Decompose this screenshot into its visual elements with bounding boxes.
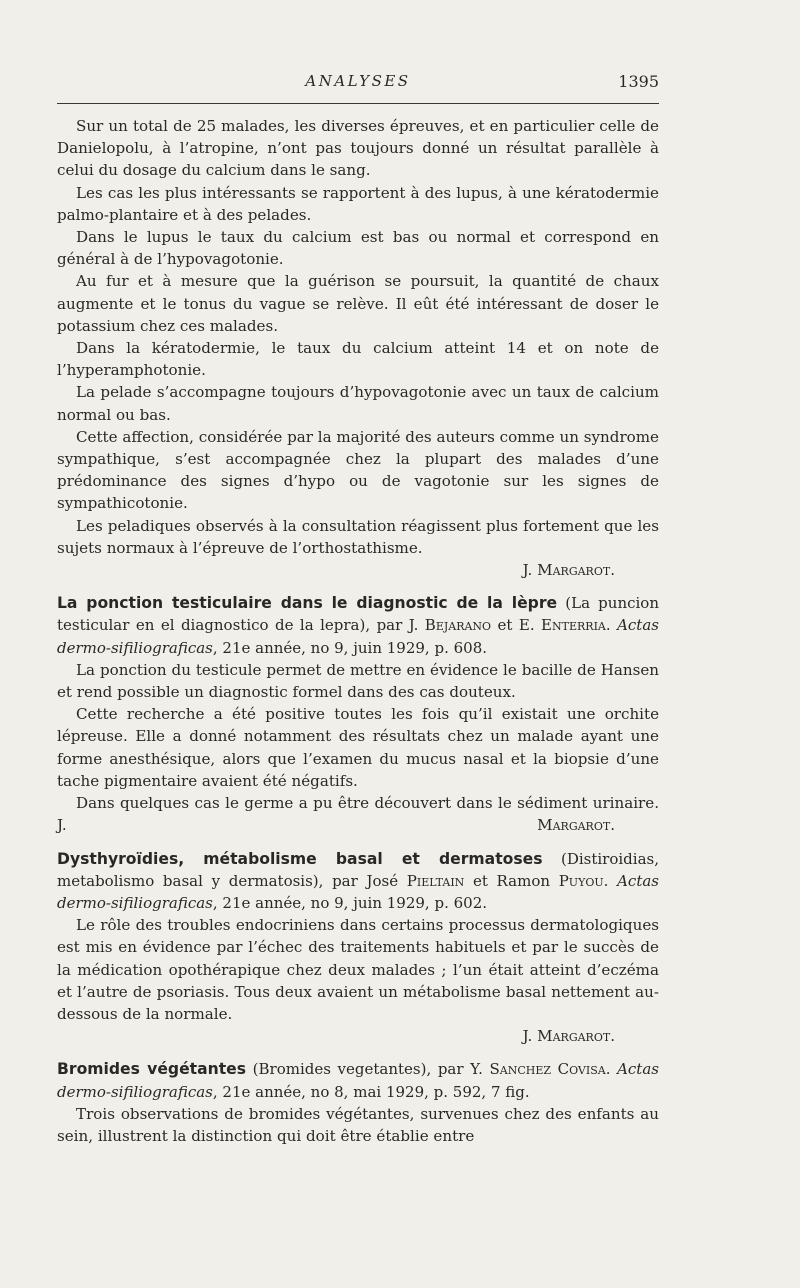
paragraph: Au fur et à mesure que la guérison se poursuit, la quantité de chaux augmente et le tonus du vague se relève. Il eût été intéressant de doser le potassium chez ces malades.: [57, 272, 659, 335]
author-signature: J. Margarot.: [57, 816, 615, 835]
paragraph: Dans la kératodermie, le taux du calcium atteint 14 et on note de l’hyperamphotonie.: [57, 339, 659, 380]
author-name: Sanchez Covisa: [489, 1060, 606, 1079]
journal-name: Actas dermo-sifiliograficas: [57, 871, 659, 912]
paragraph: Les cas les plus intéressants se rapportent à des lupus, à une kératodermie palmo-plantaire et à des pelades.: [57, 183, 659, 224]
paragraph: Sur un total de 25 malades, les diverses épreuves, et en particulier celle de Danielopolu, à l’atropine, n’ont pas toujours donné un résultat parallèle à celui du dosage du calcium dans le sang.: [57, 117, 659, 180]
abstract-entry-leprosy: [57, 592, 659, 836]
paragraph: Cette affection, considérée par la majorité des auteurs comme un syndrome sympathique, s’est accompagnée chez la plupart des malades d’une prédominance des signes d’hypo ou de vagotonie sur les signes de sympathicotonie.: [57, 427, 659, 513]
paragraph: Le rôle des troubles endocriniens dans certains processus dermatologiques est mis en évidence par l’échec des traitements habituels et par le succès de la médication opothérapique chez deux malades ; l’un était atteint d’eczéma et l’autre de psoriasis. Tous deux avaient un métabolisme basal nettement au-dessous de la normale.: [57, 916, 659, 1023]
reference-text: .: [605, 1060, 618, 1079]
entry-title: Dysthyroïdies, métabolisme basal et dermatoses: [57, 849, 543, 868]
header-rule: [57, 103, 659, 104]
author-name: Puyou: [558, 871, 604, 890]
reference-details: , 21e année, no 9, juin 1929, p. 602.: [212, 893, 488, 912]
reference-text: et Ramon: [464, 871, 559, 890]
paragraph-text: Dans quelques cas le germe a pu être découvert dans le sédiment urinaire.: [76, 794, 659, 813]
author-name: E. Enterria: [518, 616, 606, 635]
abstract-entry-dysthyroidism: [57, 848, 659, 1048]
paragraph: Dans le lupus le taux du calcium est bas ou normal et correspond en général à de l’hypovagotonie.: [57, 228, 659, 269]
entry-title: Bromides végétantes: [57, 1060, 247, 1079]
intro-abstract: [57, 115, 659, 581]
entry-heading: [57, 592, 659, 659]
paragraph: La pelade s’accompagne toujours d’hypovagotonie avec un taux de calcium normal ou bas.: [57, 383, 659, 424]
journal-name: Actas dermo-sifiliograficas: [57, 1060, 659, 1101]
journal-name: Actas dermo-sifiliograficas: [57, 616, 659, 657]
entry-heading: [57, 1058, 659, 1102]
paragraph: Les peladiques observés à la consultation réagissent plus fortement que les sujets normaux à l’épreuve de l’orthostathisme.: [57, 516, 659, 557]
reference-text: (Distiroidias, metabolismo basal y dermatosis), par José: [57, 849, 659, 890]
author-signature: J. Margarot.: [522, 561, 615, 580]
author-signature: J. Margarot.: [522, 1027, 615, 1046]
entry-heading: [57, 848, 659, 915]
running-title: ANALYSES: [305, 72, 411, 90]
reference-details: , 21e année, no 8, mai 1929, p. 592, 7 fig.: [212, 1082, 530, 1101]
running-header: [57, 72, 659, 96]
reference-details: , 21e année, no 9, juin 1929, p. 608.: [212, 638, 488, 657]
paragraph: La ponction du testicule permet de mettre en évidence le bacille de Hansen et rend possible un diagnostic formel dans des cas douteux.: [57, 660, 659, 702]
paragraph-with-signature: [57, 792, 659, 836]
paragraph: Cette recherche a été positive toutes les fois qu’il existait une orchite lépreuse. Elle a donné notamment des résultats chez un malade ayant une forme anesthésique, alors que l’examen du mucus nasal et la biopsie d’une tache pigmentaire avaient été négatifs.: [57, 705, 659, 790]
author-name: Pieltain: [406, 871, 465, 890]
reference-text: .: [605, 616, 618, 635]
paragraph: Trois observations de bromides végétantes, survenues chez des enfants au sein, illustrent la distinction qui doit être établie entre: [57, 1104, 659, 1145]
author-name: J. Bejarano: [408, 616, 492, 635]
reference-text: et: [491, 616, 519, 635]
reference-text: (La puncion testicular en el diagnostico de la lepra), par: [57, 594, 659, 635]
page-number: 1395: [618, 72, 659, 91]
entry-title: La ponction testiculaire dans le diagnostic de la lèpre: [57, 594, 558, 613]
reference-text: (Bromides vegetantes), par Y.: [246, 1060, 490, 1079]
abstract-entry-bromides: [57, 1058, 659, 1147]
reference-text: .: [603, 871, 618, 890]
page-body: [57, 115, 659, 1147]
